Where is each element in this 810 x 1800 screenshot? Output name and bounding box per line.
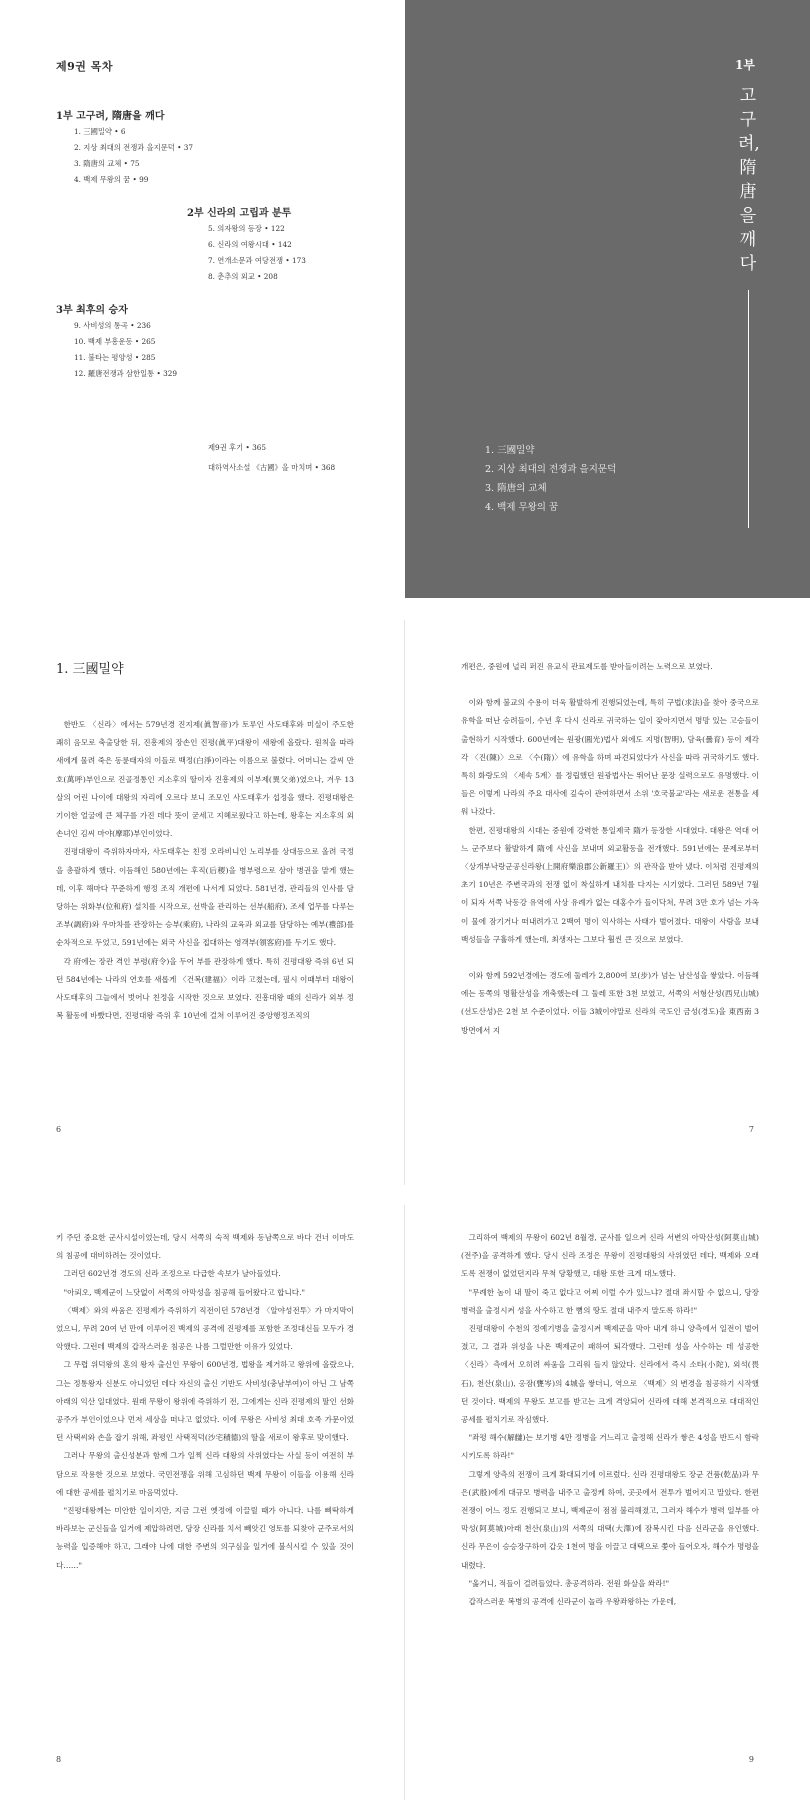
paragraph: 키 주던 중요한 군사시설이었는데, 당시 서쪽의 숙적 백제와 동남쪽으로 바다 건너 이마도의 침공에 대비하려는 것이었다.	[56, 1233, 354, 1261]
toc-part-1-heading[interactable]: 1부 고구려, 隋唐을 깨다	[56, 111, 165, 122]
toc-chapter-4[interactable]: 4. 백제 무왕의 꿈 • 99	[74, 175, 149, 184]
toc-chapter-12[interactable]: 12. 羅唐전쟁과 삼한일통 • 329	[74, 369, 178, 378]
part-cover	[405, 0, 810, 598]
cover-divider	[748, 290, 749, 528]
paragraph: 이와 함께 불교의 수용이 더욱 활발하게 진행되었는데, 특히 구법(求法)을 찾아 중국으로 유학을 떠난 승려들이, 수년 후 다시 신라로 귀국하는 일이 잦아지면서 명망 있는 고승들이 출현하기 시작했다. 600년에는 원광(圓光)법사 외에도 지명(智明), 담육(曇育) 등이 제각각 〈진(陳)〉으로 〈수(隋)〉에 유학을 하며 파견되었다가 사신을 따라 귀국하기도 했다. 특히 화랑도의 〈세속 5계〉를 정립했던 원광법사는 뛰어난 문장 실력으로도 유명했다. 이들은 이렇게 나라의 주요 대사에 깊숙이 관여하면서 소위 '호국불교'라는 새로운 전통을 세워 나갔다.	[461, 698, 759, 817]
paragraph: 각 府에는 장관 격인 부령(府令)을 두어 부를 관장하게 했다. 특히 진평대왕 즉위 6년 되던 584년에는 나라의 연호를 새롭게 〈건복(建福)〉이라 고쳤는데, 필시 이때부터 대왕이 사도태후의 그늘에서 벗어나 친정을 시작한 것으로 보였다. 진흥대왕 때의 신라가 외부 정복 활동에 바빴다면, 진평대왕 즉위 후 10년에 걸쳐 이루어진 중앙행정조직의	[56, 956, 354, 1021]
chapter-title: 1. 三國밀약	[56, 662, 124, 677]
toc-chapter-10[interactable]: 10. 백제 부흥운동 • 265	[74, 337, 156, 346]
cover-chapter-1[interactable]: 1. 三國밀약	[485, 445, 535, 456]
part-cover-page	[405, 0, 810, 598]
paragraph: 갑작스러운 복병의 공격에 신라군이 놀라 우왕좌왕하는 가운데,	[468, 1597, 677, 1607]
paragraph: 그러던 602년경 경도의 신라 조정으로 다급한 속보가 날아들었다.	[63, 1269, 281, 1279]
toc-chapter-11[interactable]: 11. 불타는 평양성 • 285	[74, 353, 156, 362]
page-9-body	[461, 1229, 759, 1611]
paragraph: 그 무렵 위덕왕의 혼의 왕자 출신인 무왕이 600년경, 법왕을 제거하고 왕위에 올랐으나, 그는 정통왕자 신분도 아니었던 데다 자신의 출신 기반도 사비성(충남부여)이 아닌 그 남쪽 아래의 익산 일대였다. 원래 무왕이 왕위에 즉위하기 전, 그에게는 신라 진평제의 딸인 선화공주가 부인이었으나 먼저 세상을 떠나고 없었다. 이에 무왕은 사비성 최대 호족 가문이었던 사택씨와 손을 잡기 위해, 좌평인 사택적덕(沙宅積德)의 딸을 새로이 왕후로 맞이했다.	[56, 1360, 354, 1443]
toc-part-3-heading[interactable]: 3부 최후의 승자	[56, 305, 128, 316]
page-6	[0, 620, 405, 1185]
paragraph: 한반도 〈신라〉에서는 579년경 진지제(眞智帝)가 토루인 사도태후와 미실이 주도한 쾌히 음모로 축출당한 뒤, 진흥제의 장손인 진평(眞平)대왕이 새왕에 올랐다. 원칙을 따라 새에게 물려 죽은 동륜태자의 이들로 백정(白淨)이라는 이름으로 불렸다. 어머니는 갈씨 만호(萬呼)부인으로 진골정통인 지소후의 딸이자 진흥제의 이부제(異父弟)였으나, 겨우 13살의 어린 나이에 대왕의 자리에 오르다 보니 조모인 사도태후가 섭정을 했다. 진평대왕은 기이한 얼굴에 큰 체구를 가진 데다 뜻이 굳세고 지혜로웠다고 하는데, 왕후는 지소후의 외손녀인 김씨 마야(摩耶)부인이었다.	[56, 720, 354, 839]
paragraph: "무례한 놈이 내 딸이 죽고 없다고 어찌 이럴 수가 있느냐? 절대 좌시할 수 없으니, 당장 병력을 출정시켜 성을 사수하고 한 뼘의 땅도 절대 내주지 말도록 하라!"	[461, 1287, 759, 1315]
page-number: 9	[748, 1755, 754, 1764]
paragraph: 진평대왕이 수천의 정예기병을 출정시켜 백제군을 막아 내게 하니 양측에서 일전이 벌어졌고, 그 결과 위성을 나온 백제군이 패하여 퇴각했다. 그런데 성을 사수하는 데 성공한 〈신라〉측에서 오히려 싸움을 그리워 들지 않았다. 신라에서 즉시 소타(小陀), 외석(畏石), 천산(泉山), 옹잠(甕岑)의 4城을 쌓더니, 역으로 〈백제〉의 변경을 침공하기 시작했던 것이다. 백제의 무왕도 보고를 받고는 크게 격앙되어 신라에 대해 본격적으로 대대적인 공세를 펼치기로 작심했다.	[461, 1324, 759, 1425]
cover-part-title: 고구려, 隋唐을 깨다	[738, 86, 760, 274]
paragraph: 이와 함께 592년경에는 경도에 둘레가 2,800여 보(步)가 넘는 남산성을 쌓았다. 이듬해에는 동쪽의 명활산성을 개축했는데 그 둘레 또한 3천 보였고, 서쪽의 서형산성(西兄山城)(선도산성)은 2천 보 수준이었다. 이들 3城이야말로 신라의 국도인 금성(경도)을 東西南 3방면에서 지	[461, 971, 759, 1035]
toc-spread	[0, 0, 810, 598]
cover-chapter-3[interactable]: 3. 隋唐의 교체	[485, 483, 547, 494]
toc-chapter-7[interactable]: 7. 연개소문과 여당전쟁 • 173	[208, 256, 306, 265]
paragraph: 〈백제〉와의 싸움은 진평제가 즉위하기 직전이던 578년경 〈알야성전투〉가 마지막이었으니, 무려 20여 년 만에 이루어진 백제의 공격에 진평제를 포함한 조정대신들 모두가 경악했다. 그런데 백제의 갑작스러운 침공은 나름 그럴만한 이유가 있었다.	[56, 1305, 354, 1352]
paragraph: "옳거니, 적들이 걸려들었다. 총공격하라. 전원 화살을 쏴라!"	[468, 1578, 670, 1588]
paragraph: 그렇게 양측의 전쟁이 크게 확대되기에 이르렀다. 신라 진평대왕도 장군 건품(乾品)과 무은(武殷)에게 대규모 병력을 내주고 출정케 하여, 곳곳에서 전투가 벌어지고 말았다. 한편 전쟁이 어느 정도 진행되고 보니, 백제군이 점점 불리해졌고, 그러자 해수가 병력 일부를 아막성(阿莫城)아래 천산(泉山)의 서쪽의 대택(大澤)에 잠복시킨 다음 신라군을 유인했다. 신라 무은이 승승장구하여 갑옷 1천여 명을 이끌고 대택으로 쫓아 들어오자, 해수가 명령을 내렸다.	[461, 1469, 759, 1570]
paragraph: 개편은, 중원에 널리 퍼진 유교식 관료제도를 받아들이려는 노력으로 보였다.	[461, 662, 713, 671]
paragraph: "아뢰오, 백제군이 느닷없이 서쪽의 아막성을 침공해 들어왔다고 합니다."	[63, 1287, 306, 1297]
toc-closing[interactable]: 대하역사소설 《古國》을 마치며 • 368	[208, 463, 336, 472]
page-number: 7	[748, 1125, 754, 1134]
page-7-body	[461, 658, 759, 1040]
paragraph: "좌평 해수(解讎)는 보기병 4만 정병을 거느리고 출정해 신라가 쌓은 4성을 반드시 함락시키도록 하라!"	[461, 1433, 759, 1461]
paragraph: "진평대왕께는 미안한 일이지만, 지금 그런 옛정에 이끌릴 때가 아니다. 나를 삐딱하게 바라보는 군신들을 일거에 제압하려면, 당장 신라를 치서 빼앗긴 영토를 되찾아 군주로서의 능력을 입증해야 하고, 그래야 나에 대한 주변의 의구심을 일거에 불식시킬 수 있을 것이다……"	[56, 1506, 354, 1570]
cover-part-number: 1부	[735, 58, 755, 72]
page-7	[405, 620, 810, 1185]
paragraph: 그러나 무왕의 출신성분과 함께 그가 일찍 신라 대왕의 사위였다는 사실 등이 여전히 부담으로 작용한 것으로 보였다. 국민전쟁을 위해 고심하던 백제 무왕이 이들을 이용해 신라에 대한 공세를 펼치기로 마음먹었다.	[56, 1451, 354, 1497]
toc-extras	[208, 438, 335, 478]
toc-page	[0, 0, 405, 598]
toc-afterword[interactable]: 제9권 후기 • 365	[208, 443, 267, 452]
page-number: 6	[56, 1125, 62, 1134]
page-9	[405, 1205, 810, 1800]
paragraph: 한편, 진평대왕의 시대는 중원에 강력한 통일제국 隋가 등장한 시대였다. 대왕은 역대 어느 군주보다 활발하게 隋에 사신을 보내며 외교활동을 전개했다. 591년에는 문제로부터 〈상개부낙랑군공신라왕(上開府樂浪郡公新羅王)〉의 관작을 받아 냈다. 이처럼 진평제의 초기 10년은 주변국과의 전쟁 없이 착실하게 내치를 다지는 시기였다. 그러던 589년 7월이 되자 서쪽 낙동강 유역에 사상 유례가 없는 대홍수가 들이닥쳐, 무려 3만 호가 넘는 가옥이 물에 잠기거나 떠내려가고 2백여 명이 익사하는 사태가 벌어졌다. 대왕이 사람을 보내 백성들을 구휼하게 했는데, 최생자는 그보다 훨씬 큰 것으로 보였다.	[461, 825, 759, 944]
paragraph: 그리하여 백제의 무왕이 602년 8월경, 군사를 일으켜 신라 서변의 아막산성(阿莫山城)(전주)을 공격하게 했다. 당시 신라 조정은 무왕이 진평대왕의 사위였던 데다, 백제와 오래도록 전쟁이 없었던지라 무척 당황했고, 대왕 또한 크게 대노했다.	[461, 1233, 759, 1279]
cover-chapter-2[interactable]: 2. 지상 최대의 전쟁과 을지문덕	[485, 464, 617, 475]
toc-chapter-5[interactable]: 5. 의자왕의 등장 • 122	[208, 224, 285, 233]
toc-part-3-list	[74, 318, 177, 382]
page-8-body	[56, 1229, 354, 1575]
pages-8-9-spread	[0, 1205, 810, 1800]
toc-chapter-2[interactable]: 2. 지상 최대의 전쟁과 을지문덕 • 37	[74, 143, 194, 152]
toc-chapter-6[interactable]: 6. 신라의 여왕시대 • 142	[208, 240, 292, 249]
cover-chapter-list	[485, 441, 616, 517]
page-6-body	[56, 716, 354, 1025]
pages-6-7-spread	[0, 620, 810, 1185]
cover-chapter-4[interactable]: 4. 백제 무왕의 꿈	[485, 502, 559, 513]
page-8	[0, 1205, 405, 1800]
toc-part-2-list	[208, 221, 306, 285]
toc-title: 제9권 목차	[56, 60, 113, 73]
toc-chapter-1[interactable]: 1. 三國밀약 • 6	[74, 127, 126, 136]
toc-chapter-8[interactable]: 8. 춘추의 외교 • 208	[208, 272, 278, 281]
toc-chapter-3[interactable]: 3. 隋唐의 교체 • 75	[74, 159, 140, 168]
paragraph: 진평대왕이 즉위하자마자, 사도태후는 친정 오라비니인 노리부를 상대등으로 올려 국정을 총괄하게 했다. 이듬해인 580년에는 후직(后稷)을 병부령으로 삼아 병권을 맡게 했는데, 이후 해마다 꾸준하게 행정 조직 개편에 나서게 되었다. 581년경, 관리들의 인사를 담당하는 위화부(位和府) 설치를 시작으로, 선박을 관리하는 선부(船府), 조세 업무를 다루는 조부(調府)와 우마차를 관장하는 승부(乘府), 나라의 교육과 외교를 담당하는 예부(禮部)를 순차적으로 두었고, 591년에는 외국 사신을 접대하는 영객부(領客府)를 두기도 했다.	[56, 847, 354, 948]
toc-part-1-list	[74, 124, 193, 188]
toc-chapter-9[interactable]: 9. 사비성의 통곡 • 236	[74, 321, 151, 330]
toc-part-2-heading[interactable]: 2부 신라의 고립과 분투	[187, 208, 292, 219]
page-number: 8	[56, 1755, 62, 1764]
